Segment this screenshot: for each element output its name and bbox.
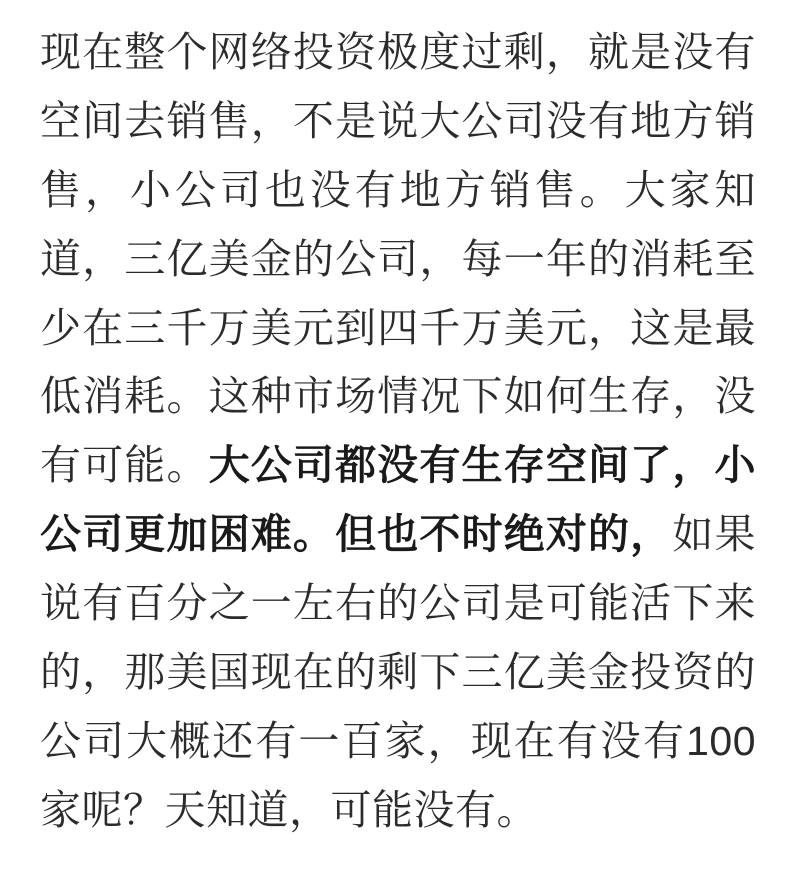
article-paragraph — [40, 18, 756, 845]
paragraph-segment-bold: 大公司都没有生存空间了，小公司更加困难。但也不时绝对的， — [40, 442, 756, 558]
paragraph-segment-normal-1: 现在整个网络投资极度过剩，就是没有空间去销售，不是说大公司没有地方销售，小公司也没有地方销售。大家知道，三亿美金的公司，每一年的消耗至少在三千万美元到四千万美元，这是最低消耗。这种市场情况下如何生存，没有可能。 — [40, 29, 756, 489]
paragraph-segment-normal-2: 如果说有百分之一左右的公司是可能活下来的，那美国现在的剩下三亿美金投资的公司大概还有一百家，现在有没有100家呢？天知道，可能没有。 — [40, 511, 756, 833]
